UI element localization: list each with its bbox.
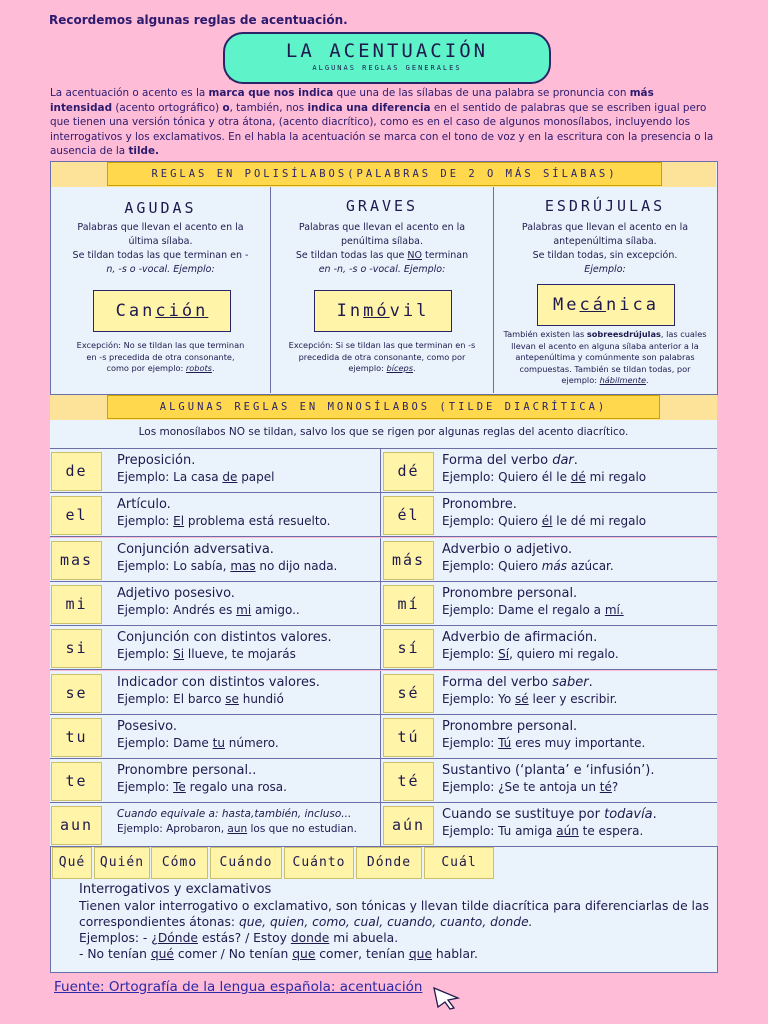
word-tile: si: [51, 629, 102, 668]
graves-example-word: Inmóvil: [314, 290, 452, 332]
table-row: [50, 671, 717, 715]
example-text: regalo una rosa.: [185, 780, 287, 794]
definition-text: .: [588, 675, 593, 690]
example-text: los que no estudian.: [247, 823, 357, 835]
definition: Conjunción adversativa.: [117, 542, 274, 557]
word-tile: de: [51, 452, 102, 491]
example-text: ?: [611, 780, 619, 794]
definition-text: Sustantivo (‘planta’ e ‘infusión’).: [442, 763, 655, 778]
example-text: Ejemplo: Tu amiga: [442, 824, 557, 838]
example-text: Ejemplo: Andrés es: [117, 603, 237, 617]
example-text: mi regalo: [585, 470, 647, 484]
example-text: Ejemplo: Quiero: [442, 559, 542, 573]
word-tile: se: [51, 674, 102, 713]
example-text: leer y escribir.: [528, 692, 618, 706]
divider: [380, 626, 381, 669]
word-tile: mí: [383, 585, 434, 624]
example-word: Tú: [498, 736, 512, 750]
example-word: se: [225, 692, 239, 706]
example-text: número.: [224, 736, 279, 750]
word-tile: sé: [383, 674, 434, 713]
example: [442, 514, 714, 528]
divider: [380, 582, 381, 625]
interrogativo-tile: Quién: [94, 847, 150, 879]
word-tile: tú: [383, 718, 434, 757]
example-text: papel: [237, 470, 275, 484]
example-text: te espera.: [578, 824, 644, 838]
word-tile: sí: [383, 629, 434, 668]
example: [117, 780, 385, 794]
example-word: mas: [230, 559, 256, 573]
example-text: azúcar.: [567, 559, 614, 573]
example: [442, 824, 714, 838]
cursor-icon: [432, 986, 462, 1010]
example: [117, 736, 385, 750]
table-row: [50, 803, 717, 847]
definition: [442, 719, 714, 734]
definition: Posesivo.: [117, 719, 178, 734]
word-tile: el: [51, 496, 102, 535]
example-text: Ejemplo: Yo: [442, 692, 516, 706]
definition: Cuando equivale a: hasta,también, incluso...: [117, 808, 352, 820]
agudas-title: AGUDAS: [124, 199, 197, 217]
example-word: aun: [227, 823, 248, 835]
divider: [380, 538, 381, 581]
definition: [442, 497, 714, 512]
word-tile: té: [383, 762, 434, 801]
definition-text: Pronombre personal.: [442, 586, 578, 601]
divider: [380, 715, 381, 758]
example: [117, 647, 385, 661]
interrogativo-tile: Cómo: [151, 847, 208, 879]
definition: Preposición.: [117, 453, 196, 468]
divider: [380, 671, 381, 714]
interrogativo-tile: Dónde: [356, 847, 422, 879]
agudas-description: Palabras que llevan el acento en la última sílaba. Se tildan todas las que terminan en - n, -s o -vocal. Ejemplo:: [72, 222, 249, 275]
definition-text: .: [652, 807, 657, 822]
example-word: Sí: [498, 647, 510, 661]
example-text: Ejemplo: Quiero: [442, 514, 542, 528]
definition: [442, 453, 714, 468]
table-row: [50, 715, 717, 759]
example-text: Ejemplo: Aprobaron,: [117, 823, 228, 835]
definition-text: Adverbio de afirmación.: [442, 630, 598, 645]
example-word: mí.: [604, 603, 624, 617]
interrogativo-tile: Cuánto: [284, 847, 354, 879]
word-tile: te: [51, 762, 102, 801]
intro-heading: Recordemos algunas reglas de acentuación.: [49, 13, 348, 27]
example-text: Ejemplo:: [117, 780, 174, 794]
example-text: Ejemplo: Quiero él le: [442, 470, 571, 484]
example-word: de: [222, 470, 238, 484]
word-tile: dé: [383, 452, 434, 491]
example-word: sé: [515, 692, 529, 706]
definition: [442, 763, 714, 778]
graves-title: GRAVES: [345, 197, 419, 215]
agudas-exception: Excepción: No se tildan las que terminan en -s precedida de otra consonante, como por ejemplo: robots.: [76, 340, 245, 373]
monosilabos-intro: Los monosílabos NO se tildan, salvo los que se rigen por algunas reglas del acento diacrítico.: [138, 426, 629, 438]
definition: [442, 542, 714, 557]
definition-italic: dar: [552, 453, 574, 468]
divider: [380, 493, 381, 536]
table-row: [50, 449, 717, 493]
example: [442, 647, 714, 661]
example-text: Ejemplo:: [442, 736, 499, 750]
definition-text: .: [573, 453, 578, 468]
example: [442, 470, 714, 484]
esdrujulas-note: También existen las sobreesdrújulas, las cuales llevan el acento en alguna sílaba anterior a la antepenúltima y comúnmente son palabras compuestas. También se tildan todas, por ejemplo: hábilmente.: [503, 329, 707, 385]
example-word: tu: [212, 736, 225, 750]
example-word: El: [173, 514, 185, 528]
graves-exception: Excepción: Si se tildan las que terminan en -s precedida de otra consonante, como por ejemplo: bíceps.: [288, 340, 476, 373]
definition-italic: saber: [552, 675, 589, 690]
example: [442, 603, 714, 617]
example-text: llueve, te mojarás: [184, 647, 296, 661]
example-text: le dé mi regalo: [552, 514, 647, 528]
example-text: Ejemplo: ¿Se te antoja un: [442, 780, 600, 794]
agudas-example-word: Canción: [93, 290, 231, 332]
table-row: [50, 493, 717, 537]
interrogativos-text: Interrogativos y exclamativos Tienen valor interrogativo o exclamativo, son tónicas y llevan tilde diacrítica para diferenciarlas de las correspondientes átonas: que, quien, como, cual, cuando, cuanto, donde. Ejemplos: - ¿Dónde estás? / Estoy donde mi abuela. - No tenían qué comer / No tenían que comer, tenían que hablar.: [79, 882, 709, 961]
example: [117, 470, 385, 484]
example-word: té: [599, 780, 612, 794]
word-tile: tu: [51, 718, 102, 757]
page-subtitle: ALGUNAS REGLAS GENERALES: [312, 64, 462, 72]
example-text: , quiero mi regalo.: [509, 647, 619, 661]
esdrujulas-description: Palabras que llevan el acento en la antepenúltima sílaba. Se tildan todas, sin excepción. Ejemplo:: [521, 222, 689, 275]
example: [442, 736, 714, 750]
monosilabos-header: ALGUNAS REGLAS EN MONOSÍLABOS (TILDE DIACRÍTICA): [107, 395, 660, 419]
example-text: problema está resuelto.: [184, 514, 331, 528]
word-tile: él: [383, 496, 434, 535]
example: [442, 780, 714, 794]
divider: [380, 803, 381, 846]
interrogativo-tile: Cuándo: [210, 847, 282, 879]
definition-text: Forma del verbo: [442, 675, 553, 690]
definition: Conjunción con distintos valores.: [117, 630, 332, 645]
example-text: Ejemplo:: [442, 647, 499, 661]
title-bubble: [223, 32, 551, 84]
example-word: mi: [236, 603, 252, 617]
word-tile: más: [383, 541, 434, 580]
example-text: Ejemplo:: [117, 514, 174, 528]
table-row: [50, 759, 717, 803]
example: [442, 559, 714, 573]
polisilabos-header: REGLAS EN POLISÍLABOS(PALABRAS DE 2 O MÁS SÍLABAS): [107, 162, 662, 186]
example-text: Ejemplo: Lo sabía,: [117, 559, 231, 573]
example-text: eres muy importante.: [511, 736, 646, 750]
page-title: LA ACENTUACIÓN: [285, 40, 489, 62]
example-word: él: [541, 514, 553, 528]
definition: Indicador con distintos valores.: [117, 675, 320, 690]
example: [442, 692, 714, 706]
definition: Artículo.: [117, 497, 171, 512]
example-text: Ejemplo: Dame el regalo a: [442, 603, 605, 617]
example: [117, 603, 385, 617]
definition-text: Pronombre.: [442, 497, 517, 512]
graves-description: Palabras que llevan el acento en la penúltima sílaba. Se tildan todas las que NO terminan en -n, -s o -vocal. Ejemplo:: [295, 222, 469, 275]
table-row: [50, 582, 717, 626]
word-tile: mi: [51, 585, 102, 624]
word-tile: mas: [51, 541, 102, 580]
definition-text: Adverbio o adjetivo.: [442, 542, 573, 557]
example-text: hundió: [238, 692, 284, 706]
example: [117, 692, 385, 706]
example-text: Ejemplo: La casa: [117, 470, 223, 484]
definition-text: Cuando se sustituye por: [442, 807, 605, 822]
esdrujulas-example-word: Mecánica: [537, 284, 675, 326]
divider: [380, 759, 381, 802]
example-text: Ejemplo:: [117, 647, 174, 661]
example: [117, 823, 385, 835]
definition: [442, 630, 714, 645]
word-tile: aún: [383, 806, 434, 845]
example-word: Si: [173, 647, 185, 661]
esdrujulas-title: ESDRÚJULAS: [544, 197, 666, 215]
table-row: [50, 538, 717, 582]
example: [117, 559, 385, 573]
definition: [442, 807, 714, 822]
word-tile: aun: [51, 806, 102, 845]
example-word: dé: [570, 470, 586, 484]
interrogativo-tile: Qué: [52, 847, 92, 879]
example-text: Ejemplo: Dame: [117, 736, 213, 750]
definition: [442, 586, 714, 601]
definition-text: Forma del verbo: [442, 453, 553, 468]
definition: [442, 675, 714, 690]
example-text: no dijo nada.: [255, 559, 338, 573]
example-text: amigo..: [251, 603, 300, 617]
source-link[interactable]: Fuente: Ortografía de la lengua española: acentuación: [54, 979, 423, 995]
definition: Adjetivo posesivo.: [117, 586, 235, 601]
definition-italic: todavía: [604, 807, 653, 822]
example-word: Te: [173, 780, 186, 794]
definition: Pronombre personal..: [117, 763, 257, 778]
definition-text: Pronombre personal.: [442, 719, 578, 734]
interrogativo-tile: Cuál: [424, 847, 494, 879]
table-row: [50, 626, 717, 670]
example-word: aún: [556, 824, 579, 838]
divider: [380, 449, 381, 492]
example-word: más: [541, 559, 568, 573]
intro-paragraph: La acentuación o acento es la marca que nos indica que una de las sílabas de una palabra se pronuncia con más intensidad (acento ortográfico) o, también, nos indica una diferencia en el sentido de palabras que se escriben igual pero que tienen una versión tónica y otra átona, (acento diacrítico), como es en el caso de algunos monosílabos, incluyendo los interrogativos y los exclamativos. En el habla la acentuación se marca con el tono de voz y en la escritura con la presencia o la ausencia de la tilde.: [50, 87, 714, 157]
example: [117, 514, 385, 528]
example-text: Ejemplo: El barco: [117, 692, 226, 706]
